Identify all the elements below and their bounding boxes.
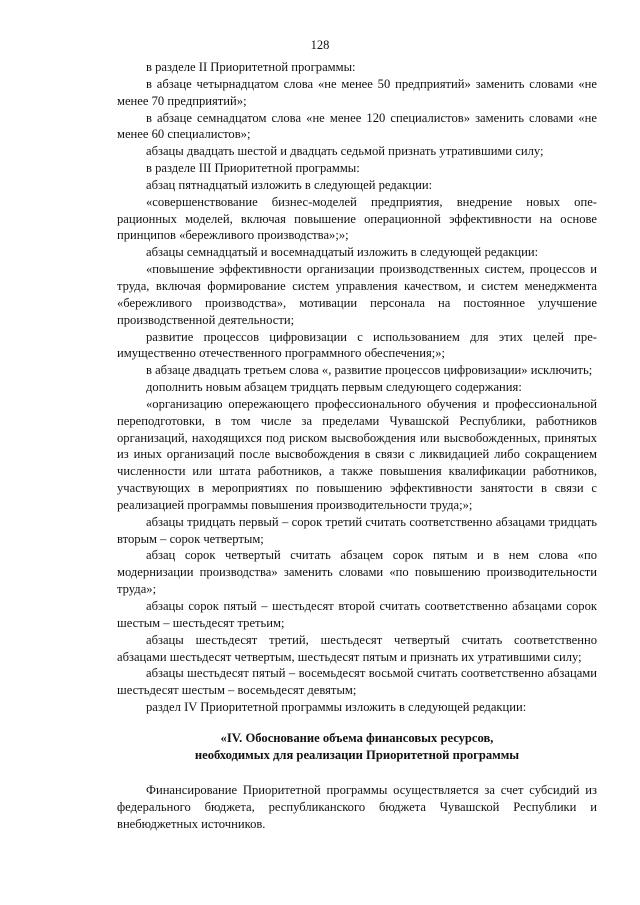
section-heading-line-1: «IV. Обоснование объема финансовых ресурсов, <box>220 730 494 745</box>
paragraph: в абзаце четырнадцатом слова «не менее 50 предприятий» заменить словами «не менее 70 предприятий»; <box>117 76 597 108</box>
paragraph: абзацы семнадцатый и восемнадцатый изложить в следующей редакции: <box>146 245 539 260</box>
paragraph: в абзаце двадцать третьем слова «, развитие процессов цифровизации» исключить; <box>146 363 593 378</box>
page-number: 128 <box>310 38 330 52</box>
paragraph: абзац пятнадцатый изложить в следующей редакции: <box>146 177 433 192</box>
document-body <box>117 59 597 832</box>
paragraph: «повышение эффективности организации производственных систем, процессов и труда, включая формирование систем управления качеством, и систем менеджмента «бережливого производства», мотивации персонала на постоянное улучшение производственной деятельности; <box>117 262 597 327</box>
paragraph: развитие процессов цифровизации с использованием для этих целей преимущественно отечественного программного обеспечения;»; <box>117 329 597 361</box>
paragraph: раздел IV Приоритетной программы изложить в следующей редакции: <box>146 700 527 715</box>
paragraph: в разделе II Приоритетной программы: <box>146 60 356 74</box>
paragraph: Финансирование Приоритетной программы осуществляется за счет субсидий из федерального бюджета, республиканского бюджета Чувашской Республики и внебюджетных источников. <box>117 782 597 831</box>
paragraph: абзацы сорок пятый – шестьдесят второй считать соответственно абзацами сорок шестым – шестьдесят третьим; <box>117 599 597 630</box>
spacer <box>117 764 597 782</box>
spacer <box>117 716 597 730</box>
section-heading-line-2: необходимых для реализации Приоритетной программы <box>194 747 520 762</box>
paragraph: абзацы шестьдесят пятый – восемьдесят восьмой считать соответственно абзацами шестьдесят шестым – восемьдесят девятым; <box>117 666 597 698</box>
paragraph: дополнить новым абзацем тридцать первым следующего содержания: <box>146 380 522 395</box>
paragraph: абзацы тридцать первый – сорок третий считать соответственно абзацами тридцать вторым – сорок четвертым; <box>117 514 597 546</box>
paragraph: в разделе III Приоритетной программы: <box>146 161 360 176</box>
paragraph: абзацы шестьдесят третий, шестьдесят четвертый считать соответственно абзацами шестьдесят четвертым, шестьдесят пятым и признать их утратившими силу; <box>117 632 597 664</box>
paragraph: абзац сорок четвертый считать абзацем сорок пятым и в нем слова «по модернизации производства» заменить словами «по повышению производительности труда»; <box>117 548 597 597</box>
paragraph: «совершенствование бизнес-моделей предприятия, внедрение новых операционных моделей, включая повышение операционной эффективности на основе принципов «бережливого производства»;»; <box>117 194 597 243</box>
paragraph: в абзаце семнадцатом слова «не менее 120 специалистов» заменить словами «не менее 60 специалистов»; <box>117 110 597 142</box>
paragraph: абзацы двадцать шестой и двадцать седьмой признать утратившими силу; <box>146 144 544 159</box>
paragraph: «организацию опережающего профессионального обучения и профессиональной переподготовки, в том числе за пределами Чувашской Республики, работников организаций, находящихся под риском высвобождения или высвобожденных, принятых из иных организаций после высвобождения в связи с ликвидацией либо сокращением численности или штата работников, а также повышения квалификации работников, участвующих в мероприятиях по повышению эффективности занятости в связи с реализацией программы повышения производительности труда;»; <box>117 396 597 512</box>
